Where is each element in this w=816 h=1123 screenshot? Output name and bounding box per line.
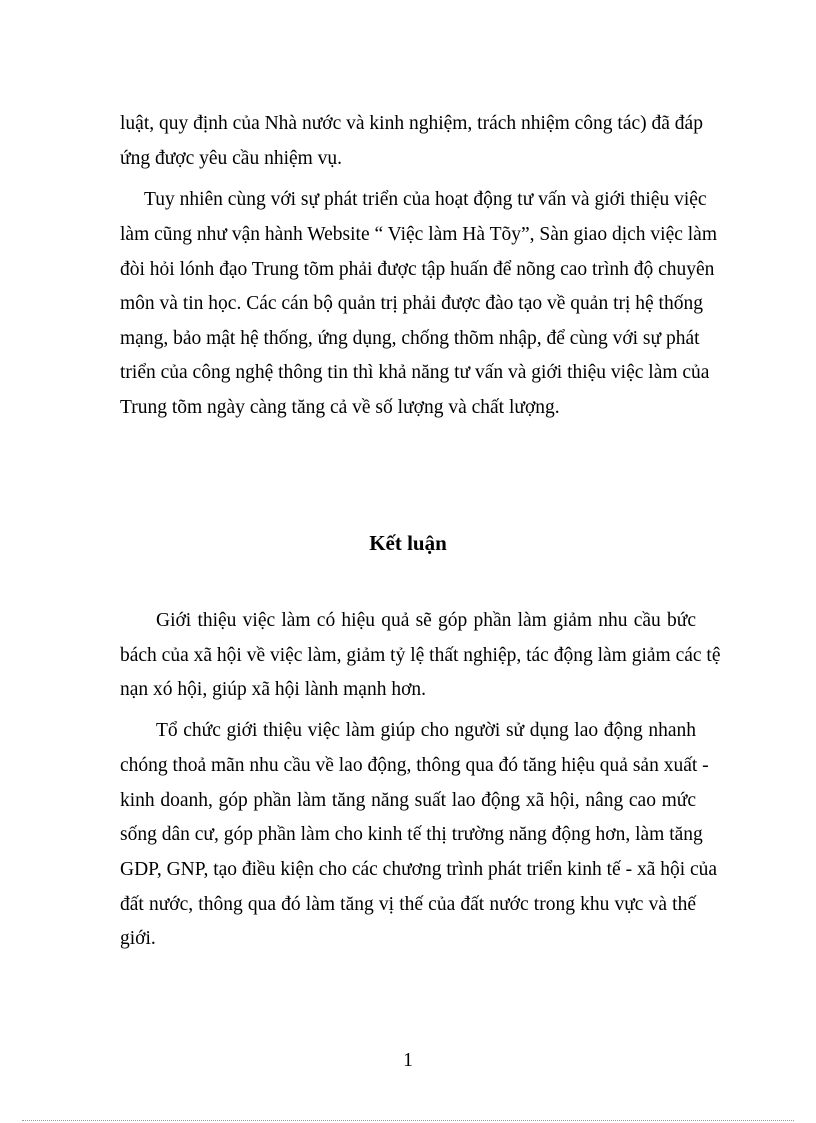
body-text-line: bách của xã hội về việc làm, giảm tỷ lệ thất nghiệp, tác động làm giảm các tệ [120, 645, 721, 666]
body-text-line: sống dân cư, góp phần làm cho kinh tế thị trường năng động hơn, làm tăng [120, 824, 703, 845]
body-text-line: mạng, bảo mật hệ thống, ứng dụng, chống thõm nhập, để cùng với sự phát [120, 328, 700, 349]
body-text-line: môn và tin học. Các cán bộ quản trị phải được đào tạo về quản trị hệ thống [120, 293, 703, 314]
body-text-line: đất nước, thông qua đó làm tăng vị thế của đất nước trong khu vực và thế [120, 894, 696, 915]
page-number: 1 [403, 1050, 413, 1071]
body-text-line: làm cũng như vận hành Website “ Việc làm Hà Tõy”, Sàn giao dịch việc làm [120, 224, 717, 245]
body-text-line: chóng thoả mãn nhu cầu về lao động, thông qua đó tăng hiệu quả sản xuất - [120, 755, 709, 776]
body-text-line: Giới thiệu việc làm có hiệu quả sẽ góp phần làm giảm nhu cầu bức [156, 610, 696, 631]
body-text-line: đòi hỏi lónh đạo Trung tõm phải được tập huấn để nõng cao trình độ chuyên [120, 259, 715, 280]
body-text-line: luật, quy định của Nhà nước và kinh nghiệm, trách nhiệm công tác) đã đáp [120, 113, 703, 134]
body-text-line: nạn xó hội, giúp xã hội lành mạnh hơn. [120, 679, 427, 700]
body-text-line: Tổ chức giới thiệu việc làm giúp cho người sử dụng lao động nhanh [156, 720, 696, 741]
body-text-line: kinh doanh, góp phần làm tăng năng suất lao động xã hội, nâng cao mức [120, 790, 696, 811]
body-text-line: GDP, GNP, tạo điều kiện cho các chương trình phát triển kinh tế - xã hội của [120, 859, 718, 880]
body-text-line: Tuy nhiên cùng với sự phát triển của hoạt động tư vấn và giới thiệu việc [144, 189, 707, 210]
section-heading: Kết luận [369, 531, 447, 555]
body-text-line: giới. [120, 928, 156, 949]
body-text-line: ứng được yêu cầu nhiệm vụ. [120, 148, 343, 169]
body-text-line: Trung tõm ngày càng tăng cả về số lượng và chất lượng. [120, 397, 560, 418]
body-text-line: triển của công nghệ thông tin thì khả năng tư vấn và giới thiệu việc làm của [120, 362, 710, 383]
footer-divider [22, 1120, 794, 1121]
